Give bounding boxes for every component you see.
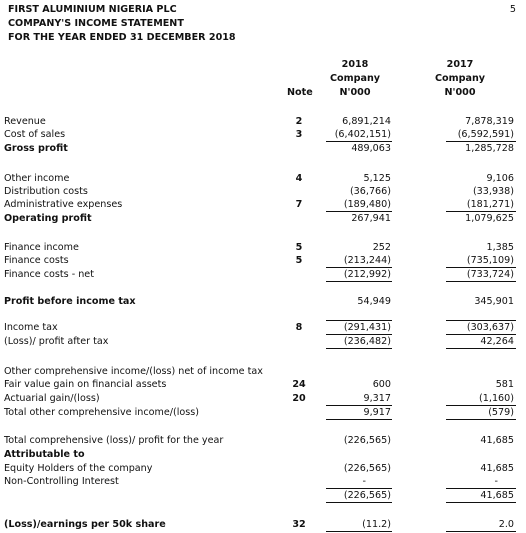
rule-attrib-2017 [446, 488, 516, 489]
row-label-actuarial: Actuarial gain/(loss) [4, 393, 100, 404]
row-2017-distribution-costs: (33,938) [472, 186, 514, 197]
row-2017-operating-profit: 1,079,625 [465, 213, 514, 224]
row-note-revenue: 2 [295, 116, 303, 127]
row-label-profit-before-tax: Profit before income tax [4, 296, 136, 307]
row-label-distribution-costs: Distribution costs [4, 186, 88, 197]
row-label-profit-after-tax: (Loss)/ profit after tax [4, 336, 109, 347]
row-2018-total-oci: 9,917 [363, 407, 391, 418]
row-2018-admin-expenses: (189,480) [343, 199, 391, 210]
row-2017-finance-costs-net: (733,724) [466, 269, 514, 280]
rule-total-oci-2017 [446, 419, 516, 420]
row-2017-profit-after-tax: 42,264 [480, 336, 514, 347]
row-2017-total-oci: (579) [488, 407, 514, 418]
row-2017-cost-of-sales: (6,592,591) [457, 129, 514, 140]
rule-gross-2018 [326, 141, 392, 142]
rule-eps-2018 [326, 531, 392, 532]
row-note-fair-value-gain: 24 [292, 379, 306, 390]
row-2017-finance-income: 1,385 [486, 242, 514, 253]
row-label-finance-costs-net: Finance costs - net [4, 269, 94, 280]
row-label-gross-profit: Gross profit [4, 143, 68, 154]
row-label-other-income: Other income [4, 173, 70, 184]
row-2017-revenue: 7,878,319 [465, 116, 514, 127]
row-label-eps: (Loss)/earnings per 50k share [4, 519, 166, 530]
row-label-fair-value-gain: Fair value gain on financial assets [4, 379, 167, 390]
rule-total-oci-2018 [326, 419, 392, 420]
statement-period: FOR THE YEAR ENDED 31 DECEMBER 2018 [8, 32, 236, 43]
row-2018-gross-profit: 489,063 [351, 143, 391, 154]
row-note-admin-expenses: 7 [295, 199, 303, 210]
rule-tax-top-2017 [446, 320, 516, 321]
col-2018-year: 2018 [341, 59, 369, 70]
rule-finance-2018 [326, 267, 392, 268]
row-2018-total-comprehensive: (226,565) [343, 435, 391, 446]
rule-operating-2018 [326, 211, 392, 212]
row-2018-income-tax: (291,431) [343, 322, 391, 333]
row-2018-finance-costs: (213,244) [343, 255, 391, 266]
rule-oci-2017 [446, 405, 516, 406]
row-2018-finance-costs-net: (212,992) [343, 269, 391, 280]
rule-after-tax-2018 [326, 334, 392, 335]
row-label-cost-of-sales: Cost of sales [4, 129, 66, 140]
row-2017-eps: 2.0 [498, 519, 514, 530]
row-label-income-tax: Income tax [4, 322, 58, 333]
row-label-operating-profit: Operating profit [4, 213, 92, 224]
row-note-income-tax: 8 [295, 322, 303, 333]
row-2018-cost-of-sales: (6,402,151) [334, 129, 391, 140]
statement-title: COMPANY'S INCOME STATEMENT [8, 18, 184, 29]
row-2018-equity-holders: (226,565) [343, 463, 391, 474]
row-2018-other-income: 5,125 [363, 173, 391, 184]
row-2018-fair-value-gain: 600 [372, 379, 391, 390]
row-2018-operating-profit: 267,941 [351, 213, 391, 224]
rule-finance-net-2017 [446, 281, 516, 282]
row-note-cost-of-sales: 3 [295, 129, 303, 140]
row-2018-eps: (11.2) [362, 519, 391, 530]
col-2018-entity: Company [329, 73, 381, 84]
row-2018-finance-income: 252 [372, 242, 391, 253]
row-2017-finance-costs: (735,109) [466, 255, 514, 266]
rule-oci-2018 [326, 405, 392, 406]
row-note-actuarial: 20 [292, 393, 306, 404]
row-2017-gross-profit: 1,285,728 [465, 143, 514, 154]
col-2017-year: 2017 [446, 59, 474, 70]
row-label-total-comprehensive: Total comprehensive (loss)/ profit for the year [4, 435, 224, 446]
row-2017-attrib-total: 41,685 [480, 490, 514, 501]
rule-after-tax-bottom-2018 [326, 348, 392, 349]
rule-attrib-2018 [326, 488, 392, 489]
rule-gross-2017 [446, 141, 516, 142]
col-2018-unit: N'000 [339, 87, 371, 98]
rule-attrib-total-2018 [326, 502, 392, 503]
row-2017-profit-before-tax: 345,901 [474, 296, 514, 307]
row-label-total-oci: Total other comprehensive income/(loss) [4, 407, 200, 418]
page-number: 5 [509, 4, 516, 15]
row-2017-non-controlling: - [494, 476, 498, 487]
row-label-finance-costs: Finance costs [4, 255, 69, 266]
row-2018-non-controlling: - [362, 476, 366, 487]
row-note-finance-costs: 5 [295, 255, 303, 266]
rule-after-tax-bottom-2017 [446, 348, 516, 349]
row-label-non-controlling: Non-Controlling Interest [4, 476, 119, 487]
row-note-other-income: 4 [295, 173, 303, 184]
row-note-finance-income: 5 [295, 242, 303, 253]
row-note-eps: 32 [292, 519, 306, 530]
row-label-equity-holders: Equity Holders of the company [4, 463, 153, 474]
rule-eps-2017 [446, 531, 516, 532]
row-2017-fair-value-gain: 581 [495, 379, 514, 390]
col-note: Note [287, 87, 313, 98]
row-label-finance-income: Finance income [4, 242, 79, 253]
col-2017-entity: Company [434, 73, 486, 84]
row-2017-income-tax: (303,637) [466, 322, 514, 333]
rule-after-tax-2017 [446, 334, 516, 335]
row-2017-admin-expenses: (181,271) [466, 199, 514, 210]
rule-tax-top-2018 [326, 320, 392, 321]
row-2017-total-comprehensive: 41,685 [480, 435, 514, 446]
col-2017-unit: N'000 [444, 87, 476, 98]
row-2018-attrib-total: (226,565) [343, 490, 391, 501]
row-label-revenue: Revenue [4, 116, 46, 127]
row-label-admin-expenses: Administrative expenses [4, 199, 123, 210]
row-2017-actuarial: (1,160) [479, 393, 514, 404]
row-2018-profit-before-tax: 54,949 [357, 296, 391, 307]
row-2017-other-income: 9,106 [486, 173, 514, 184]
row-2018-actuarial: 9,317 [363, 393, 391, 404]
row-label-oci-heading: Other comprehensive income/(loss) net of income tax [4, 366, 263, 377]
rule-operating-2017 [446, 211, 516, 212]
company-name: FIRST ALUMINIUM NIGERIA PLC [8, 4, 177, 15]
rule-attrib-total-2017 [446, 502, 516, 503]
row-2017-equity-holders: 41,685 [480, 463, 514, 474]
row-label-attributable: Attributable to [4, 449, 85, 460]
row-2018-revenue: 6,891,214 [342, 116, 391, 127]
rule-finance-net-2018 [326, 281, 392, 282]
rule-finance-2017 [446, 267, 516, 268]
row-2018-profit-after-tax: (236,482) [343, 336, 391, 347]
row-2018-distribution-costs: (36,766) [349, 186, 391, 197]
